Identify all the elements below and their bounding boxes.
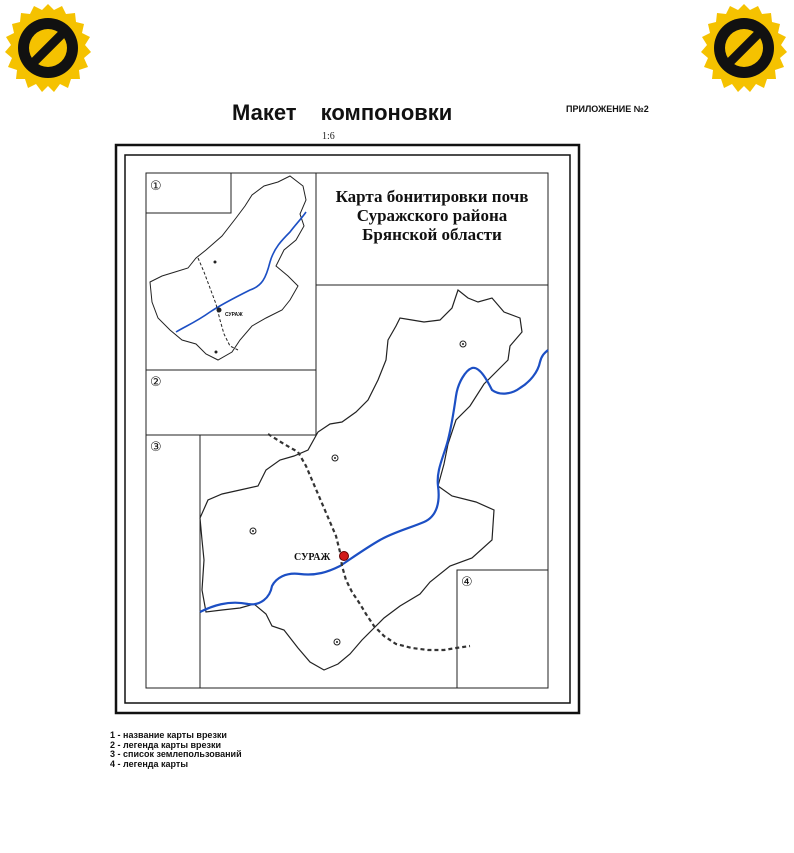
city-marker-icon [340,552,349,561]
inset-settlement-icon [215,351,218,354]
inset-city-label: СУРАЖ [225,312,243,318]
map-title [318,187,546,244]
block-number-3: ③ [150,440,162,455]
scale-label: 1:6 [322,131,335,142]
block-number-2: ② [150,375,162,390]
map-title-line: Суражского района [356,206,508,225]
layout-title: Макет компоновки [232,100,453,125]
inset-city-icon [217,308,222,313]
inset-map-outline [150,176,306,360]
block-number-1: ① [150,179,162,194]
layout-notes [110,731,242,769]
map-title-line: Карта бонитировки почв [335,187,529,206]
main-map-outline [200,290,522,670]
map-title-line: Брянской области [362,225,502,244]
note-item: 2 - легенда карты врезки [110,739,222,750]
note-item: 3 - список землепользований [110,749,242,759]
appendix-label: ПРИЛОЖЕНИЕ №2 [566,104,649,114]
note-item: 4 - легенда карты [110,758,188,769]
city-label: СУРАЖ [294,552,331,563]
note-item: 1 - название карты врезки [110,730,227,740]
inset-settlement-icon [214,261,217,264]
block-number-4: ④ [461,575,473,590]
